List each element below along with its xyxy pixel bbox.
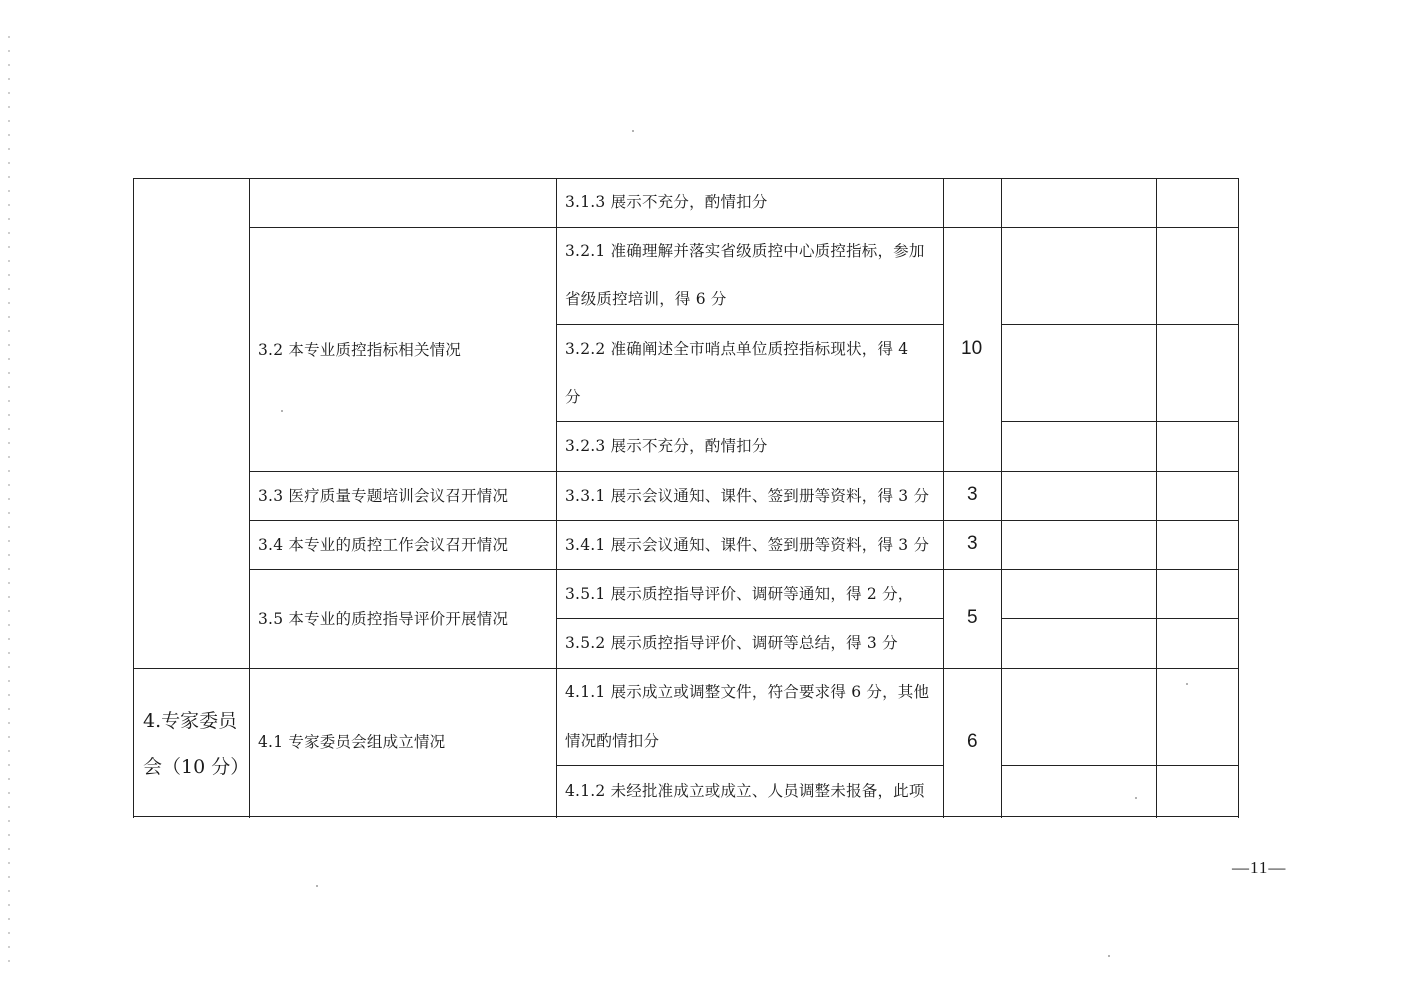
detail-3-2-2-line2: 分 xyxy=(565,388,581,406)
detail-3-3-1: 3.3.1 展示会议通知、课件、签到册等资料，得 3 分 xyxy=(565,487,930,505)
row-divider xyxy=(249,520,1239,521)
detail-3-2-1-line1: 3.2.1 准确理解并落实省级质控中心质控指标，参加 xyxy=(565,242,925,260)
row-divider xyxy=(1001,324,1239,325)
scan-speck xyxy=(1186,683,1188,685)
detail-4-1-2: 4.1.2 未经批准成立或成立、人员调整未报备，此项 xyxy=(565,782,925,800)
row-divider xyxy=(556,324,943,325)
scan-speck xyxy=(1108,955,1110,957)
table-border-left xyxy=(133,178,134,818)
detail-3-2-1-line2: 省级质控培训，得 6 分 xyxy=(565,290,727,308)
row-divider xyxy=(249,471,1239,472)
item-3-2: 3.2 本专业质控指标相关情况 xyxy=(258,341,462,359)
table-border-right xyxy=(1238,178,1239,818)
column-divider xyxy=(1001,178,1002,818)
detail-3-2-2-line1: 3.2.2 准确阐述全市哨点单位质控指标现状，得 4 xyxy=(565,340,909,358)
column-divider xyxy=(943,178,944,818)
category-4-line2: 会（10 分） xyxy=(143,756,250,778)
score-3-2: 10 xyxy=(961,338,983,359)
item-4-1: 4.1 专家委员会组成立情况 xyxy=(258,733,446,751)
row-divider xyxy=(249,569,1239,570)
detail-3-1-3: 3.1.3 展示不充分，酌情扣分 xyxy=(565,193,768,211)
scan-speck xyxy=(316,885,318,887)
scan-speck xyxy=(1135,797,1137,799)
category-4-line1: 4.专家委员 xyxy=(143,710,238,732)
detail-3-5-1: 3.5.1 展示质控指导评价、调研等通知，得 2 分， xyxy=(565,585,914,603)
row-divider xyxy=(1001,618,1239,619)
item-3-5: 3.5 本专业的质控指导评价开展情况 xyxy=(258,610,509,628)
row-divider xyxy=(1001,421,1239,422)
row-divider xyxy=(556,618,943,619)
scan-speck xyxy=(281,410,283,412)
row-divider xyxy=(1001,765,1239,766)
row-divider xyxy=(249,227,1239,228)
table-border-bottom xyxy=(133,816,1239,817)
row-divider xyxy=(556,421,943,422)
score-3-3: 3 xyxy=(967,484,978,505)
column-divider xyxy=(1156,178,1157,818)
detail-3-5-2: 3.5.2 展示质控指导评价、调研等总结，得 3 分 xyxy=(565,634,898,652)
detail-4-1-1-line1: 4.1.1 展示成立或调整文件，符合要求得 6 分，其他 xyxy=(565,683,930,701)
row-divider xyxy=(556,765,943,766)
scoring-table xyxy=(133,178,1239,818)
page-number: —11— xyxy=(1232,858,1287,877)
score-4-1: 6 xyxy=(967,731,978,752)
item-3-3: 3.3 医疗质量专题培训会议召开情况 xyxy=(258,487,509,505)
score-3-5: 5 xyxy=(967,607,978,628)
column-divider xyxy=(556,178,557,818)
table-border-top xyxy=(133,178,1239,179)
item-3-4: 3.4 本专业的质控工作会议召开情况 xyxy=(258,536,509,554)
scan-speck xyxy=(632,130,634,132)
column-divider xyxy=(249,178,250,818)
scan-edge-dots xyxy=(8,30,10,970)
detail-4-1-1-line2: 情况酌情扣分 xyxy=(565,732,660,750)
detail-3-2-3: 3.2.3 展示不充分，酌情扣分 xyxy=(565,437,768,455)
section-divider xyxy=(133,668,1239,669)
detail-3-4-1: 3.4.1 展示会议通知、课件、签到册等资料，得 3 分 xyxy=(565,536,930,554)
score-3-4: 3 xyxy=(967,533,978,554)
